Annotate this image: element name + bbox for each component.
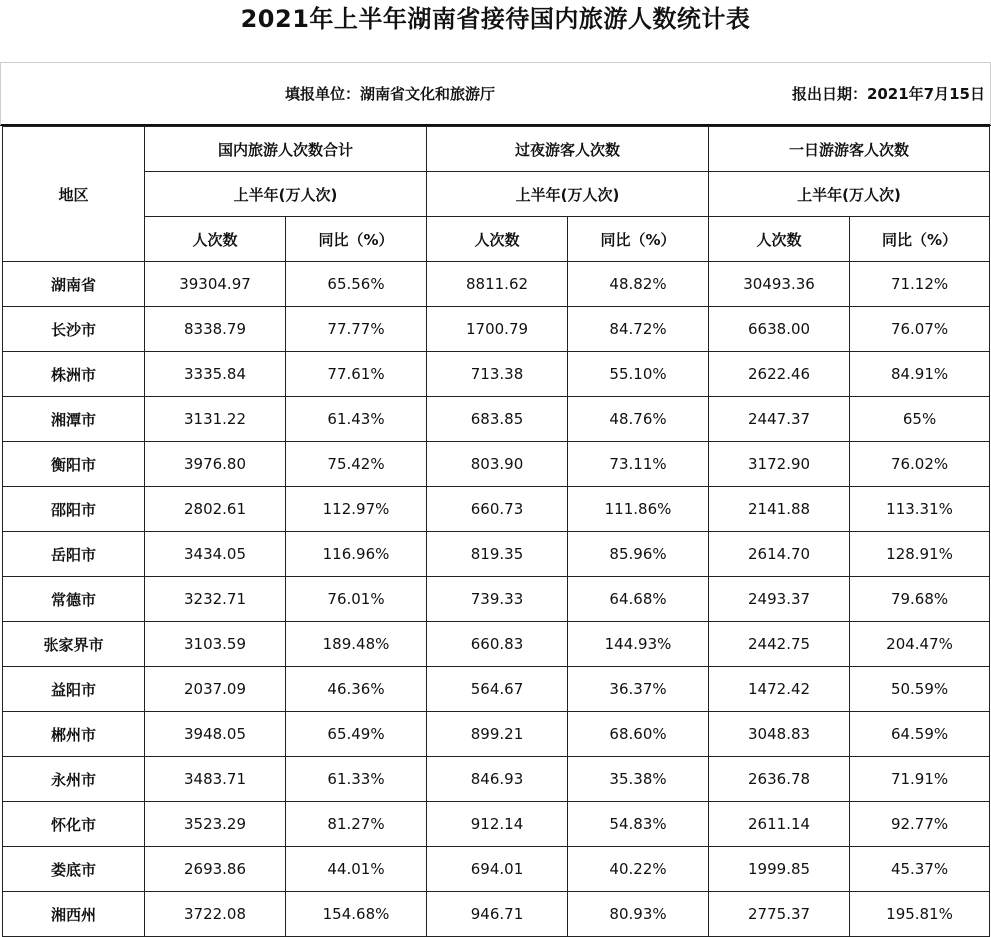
day-trip-count-cell: 2442.75 <box>709 622 850 667</box>
day-trip-yoy-cell: 50.59% <box>850 667 990 712</box>
region-cell: 岳阳市 <box>3 532 145 577</box>
total-yoy-cell: 112.97% <box>286 487 427 532</box>
total-yoy-cell: 46.36% <box>286 667 427 712</box>
region-cell: 衡阳市 <box>3 442 145 487</box>
total-count-cell: 3948.05 <box>145 712 286 757</box>
overnight-count-cell: 8811.62 <box>427 262 568 307</box>
table-header <box>3 127 990 262</box>
report-meta <box>0 62 991 126</box>
day-trip-count-cell: 2622.46 <box>709 352 850 397</box>
total-yoy-cell: 81.27% <box>286 802 427 847</box>
header-period-overnight: 上半年(万人次) <box>427 172 709 217</box>
day-trip-count-cell: 1999.85 <box>709 847 850 892</box>
header-row-measures <box>3 217 990 262</box>
total-yoy-cell: 65.56% <box>286 262 427 307</box>
region-cell: 怀化市 <box>3 802 145 847</box>
day-trip-yoy-cell: 79.68% <box>850 577 990 622</box>
table-row <box>3 397 990 442</box>
day-trip-count-cell: 2614.70 <box>709 532 850 577</box>
overnight-yoy-cell: 36.37% <box>568 667 709 712</box>
day-trip-yoy-cell: 128.91% <box>850 532 990 577</box>
total-count-cell: 3722.08 <box>145 892 286 937</box>
overnight-count-cell: 803.90 <box>427 442 568 487</box>
overnight-count-cell: 564.67 <box>427 667 568 712</box>
overnight-yoy-cell: 84.72% <box>568 307 709 352</box>
overnight-count-cell: 846.93 <box>427 757 568 802</box>
total-yoy-cell: 116.96% <box>286 532 427 577</box>
overnight-yoy-cell: 48.82% <box>568 262 709 307</box>
header-count-total: 人次数 <box>145 217 286 262</box>
table-row <box>3 757 990 802</box>
total-count-cell: 3523.29 <box>145 802 286 847</box>
header-count-overnight: 人次数 <box>427 217 568 262</box>
day-trip-yoy-cell: 65% <box>850 397 990 442</box>
day-trip-count-cell: 6638.00 <box>709 307 850 352</box>
table-row <box>3 892 990 937</box>
table-row <box>3 577 990 622</box>
total-count-cell: 2693.86 <box>145 847 286 892</box>
overnight-yoy-cell: 85.96% <box>568 532 709 577</box>
day-trip-count-cell: 2611.14 <box>709 802 850 847</box>
day-trip-count-cell: 2775.37 <box>709 892 850 937</box>
region-cell: 常德市 <box>3 577 145 622</box>
total-yoy-cell: 61.33% <box>286 757 427 802</box>
total-yoy-cell: 44.01% <box>286 847 427 892</box>
overnight-count-cell: 683.85 <box>427 397 568 442</box>
overnight-yoy-cell: 55.10% <box>568 352 709 397</box>
day-trip-count-cell: 3172.90 <box>709 442 850 487</box>
day-trip-yoy-cell: 84.91% <box>850 352 990 397</box>
total-yoy-cell: 75.42% <box>286 442 427 487</box>
region-cell: 张家界市 <box>3 622 145 667</box>
region-cell: 湘潭市 <box>3 397 145 442</box>
overnight-count-cell: 660.83 <box>427 622 568 667</box>
overnight-count-cell: 1700.79 <box>427 307 568 352</box>
overnight-yoy-cell: 68.60% <box>568 712 709 757</box>
day-trip-yoy-cell: 71.91% <box>850 757 990 802</box>
total-count-cell: 3103.59 <box>145 622 286 667</box>
overnight-count-cell: 899.21 <box>427 712 568 757</box>
overnight-count-cell: 739.33 <box>427 577 568 622</box>
total-count-cell: 39304.97 <box>145 262 286 307</box>
table-row <box>3 667 990 712</box>
day-trip-count-cell: 2636.78 <box>709 757 850 802</box>
table-row <box>3 532 990 577</box>
overnight-count-cell: 694.01 <box>427 847 568 892</box>
total-yoy-cell: 77.61% <box>286 352 427 397</box>
day-trip-yoy-cell: 195.81% <box>850 892 990 937</box>
overnight-yoy-cell: 48.76% <box>568 397 709 442</box>
day-trip-count-cell: 30493.36 <box>709 262 850 307</box>
table-body <box>3 262 990 937</box>
overnight-count-cell: 946.71 <box>427 892 568 937</box>
region-cell: 株洲市 <box>3 352 145 397</box>
table-row <box>3 847 990 892</box>
total-count-cell: 8338.79 <box>145 307 286 352</box>
region-cell: 湘西州 <box>3 892 145 937</box>
header-row-groups <box>3 127 990 172</box>
overnight-yoy-cell: 80.93% <box>568 892 709 937</box>
statistics-table <box>2 126 990 937</box>
overnight-yoy-cell: 64.68% <box>568 577 709 622</box>
region-cell: 永州市 <box>3 757 145 802</box>
page-title: 2021年上半年湖南省接待国内旅游人数统计表 <box>240 5 751 33</box>
day-trip-count-cell: 2141.88 <box>709 487 850 532</box>
day-trip-yoy-cell: 71.12% <box>850 262 990 307</box>
region-cell: 湖南省 <box>3 262 145 307</box>
day-trip-count-cell: 2447.37 <box>709 397 850 442</box>
overnight-count-cell: 912.14 <box>427 802 568 847</box>
total-yoy-cell: 77.77% <box>286 307 427 352</box>
day-trip-yoy-cell: 113.31% <box>850 487 990 532</box>
day-trip-yoy-cell: 76.02% <box>850 442 990 487</box>
total-yoy-cell: 189.48% <box>286 622 427 667</box>
total-count-cell: 3434.05 <box>145 532 286 577</box>
day-trip-yoy-cell: 204.47% <box>850 622 990 667</box>
day-trip-yoy-cell: 76.07% <box>850 307 990 352</box>
day-trip-count-cell: 2493.37 <box>709 577 850 622</box>
table-row <box>3 442 990 487</box>
overnight-count-cell: 713.38 <box>427 352 568 397</box>
overnight-yoy-cell: 144.93% <box>568 622 709 667</box>
region-cell: 长沙市 <box>3 307 145 352</box>
total-yoy-cell: 61.43% <box>286 397 427 442</box>
total-count-cell: 2037.09 <box>145 667 286 712</box>
total-count-cell: 2802.61 <box>145 487 286 532</box>
table-row <box>3 487 990 532</box>
total-count-cell: 3232.71 <box>145 577 286 622</box>
table-row <box>3 262 990 307</box>
day-trip-count-cell: 3048.83 <box>709 712 850 757</box>
overnight-yoy-cell: 73.11% <box>568 442 709 487</box>
total-count-cell: 3483.71 <box>145 757 286 802</box>
region-cell: 益阳市 <box>3 667 145 712</box>
header-yoy-overnight: 同比（%） <box>568 217 709 262</box>
total-yoy-cell: 76.01% <box>286 577 427 622</box>
header-period-day-trip: 上半年(万人次) <box>709 172 990 217</box>
header-group-day-trip: 一日游游客人次数 <box>709 127 990 172</box>
table-row <box>3 802 990 847</box>
header-yoy-day-trip: 同比（%） <box>850 217 990 262</box>
header-group-overnight: 过夜游客人次数 <box>427 127 709 172</box>
day-trip-count-cell: 1472.42 <box>709 667 850 712</box>
header-count-day-trip: 人次数 <box>709 217 850 262</box>
header-period-total: 上半年(万人次) <box>145 172 427 217</box>
total-count-cell: 3976.80 <box>145 442 286 487</box>
header-group-total: 国内旅游人次数合计 <box>145 127 427 172</box>
table-row <box>3 307 990 352</box>
total-yoy-cell: 154.68% <box>286 892 427 937</box>
header-yoy-total: 同比（%） <box>286 217 427 262</box>
region-cell: 邵阳市 <box>3 487 145 532</box>
day-trip-yoy-cell: 64.59% <box>850 712 990 757</box>
region-cell: 娄底市 <box>3 847 145 892</box>
report-date: 报出日期：2021年7月15日 <box>791 85 985 103</box>
overnight-yoy-cell: 35.38% <box>568 757 709 802</box>
table-row <box>3 712 990 757</box>
table-row <box>3 352 990 397</box>
total-yoy-cell: 65.49% <box>286 712 427 757</box>
overnight-count-cell: 660.73 <box>427 487 568 532</box>
header-row-period <box>3 172 990 217</box>
reporting-unit: 填报单位：湖南省文化和旅游厅 <box>284 85 495 103</box>
overnight-yoy-cell: 40.22% <box>568 847 709 892</box>
total-count-cell: 3131.22 <box>145 397 286 442</box>
day-trip-yoy-cell: 45.37% <box>850 847 990 892</box>
overnight-yoy-cell: 111.86% <box>568 487 709 532</box>
table-row <box>3 622 990 667</box>
day-trip-yoy-cell: 92.77% <box>850 802 990 847</box>
overnight-count-cell: 819.35 <box>427 532 568 577</box>
total-count-cell: 3335.84 <box>145 352 286 397</box>
region-cell: 郴州市 <box>3 712 145 757</box>
overnight-yoy-cell: 54.83% <box>568 802 709 847</box>
header-region: 地区 <box>3 127 145 262</box>
